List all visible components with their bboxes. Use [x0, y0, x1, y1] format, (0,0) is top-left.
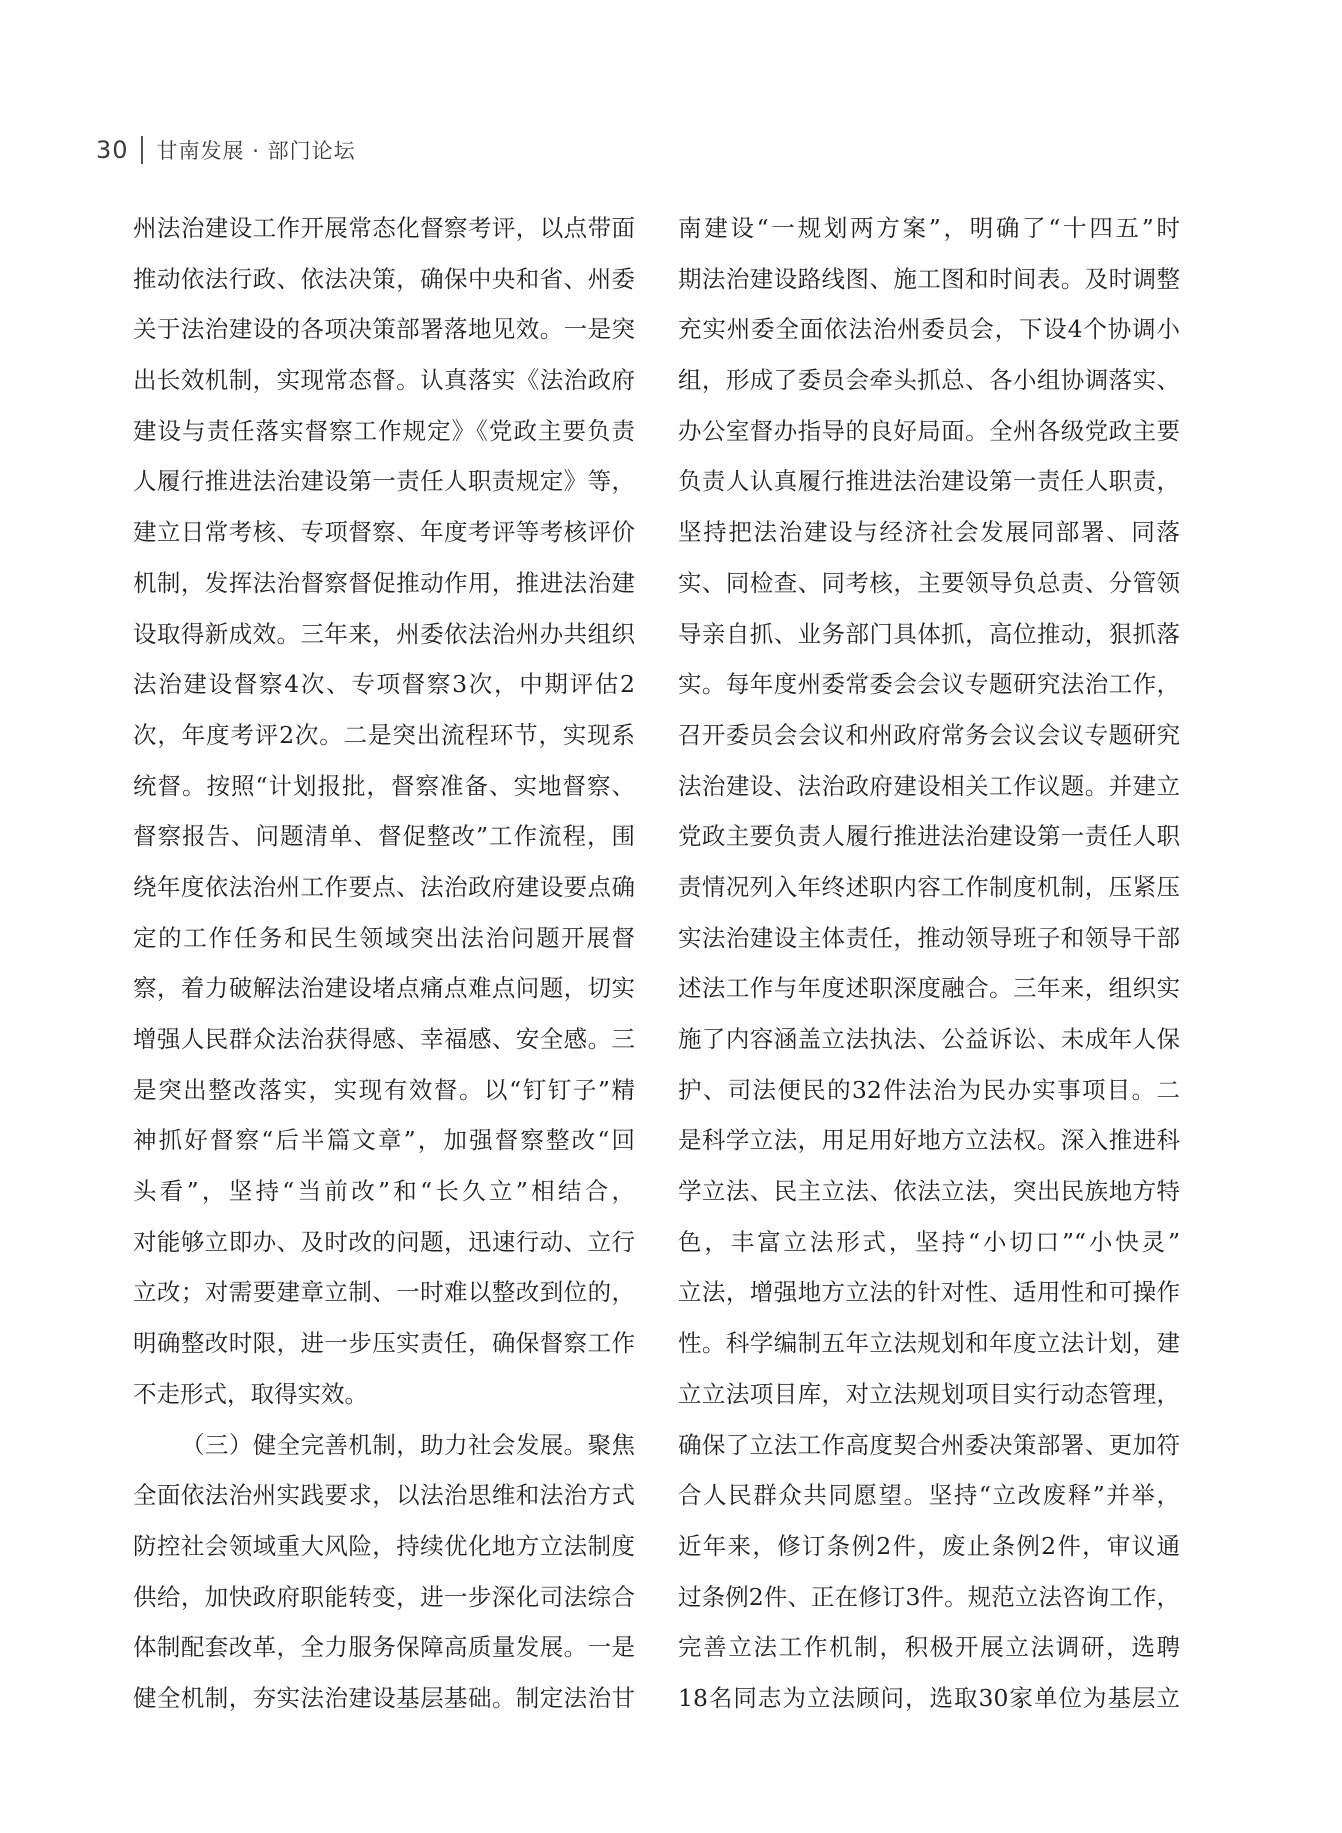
text-line: 察，着力破解法治建设堵点痛点难点问题，切实: [133, 974, 635, 1003]
text-line: 过条例2件、正在修订3件。规范立法咨询工作，: [678, 1582, 1180, 1611]
text-line: 供给，加快政府职能转变，进一步深化司法综合: [133, 1582, 635, 1611]
text-line: 设取得新成效。三年来，州委依法治州办共组织: [133, 619, 635, 648]
text-line: 法治建设、法治政府建设相关工作议题。并建立: [678, 771, 1180, 800]
text-line: 建设与责任落实督察工作规定》《党政主要负责: [133, 416, 635, 445]
text-line: 色，丰富立法形式，坚持“小切口”“小快灵”: [678, 1227, 1180, 1256]
text-line: 施了内容涵盖立法执法、公益诉讼、未成年人保: [678, 1025, 1180, 1053]
text-line: 神抓好督察“后半篇文章”，加强督察整改“回: [133, 1126, 635, 1155]
subheading-line: （三）健全完善机制，助力社会发展。聚焦: [181, 1430, 635, 1459]
text-line: 立法，增强地方立法的针对性、适用性和可操作: [678, 1278, 1180, 1307]
text-line: 关于法治建设的各项决策部署落地见效。一是突: [133, 315, 635, 344]
text-line: 定的工作任务和民生领域突出法治问题开展督: [133, 923, 635, 952]
text-line: 南建设“一规划两方案”，明确了“十四五”时: [678, 214, 1180, 242]
text-line: 州法治建设工作开展常态化督察考评，以点带面: [133, 214, 635, 242]
text-line: 学立法、民主立法、依法立法，突出民族地方特: [678, 1177, 1180, 1206]
text-line: 召开委员会会议和州政府常务会议会议专题研究: [678, 720, 1180, 749]
text-line: 是科学立法，用足用好地方立法权。深入推进科: [678, 1126, 1180, 1155]
text-line: 统督。按照“计划报批，督察准备、实地督察、: [133, 771, 635, 800]
text-line: 增强人民群众法治获得感、幸福感、安全感。三: [133, 1025, 635, 1053]
text-line: 绕年度依法治州工作要点、法治政府建设要点确: [133, 872, 635, 901]
text-line: 完善立法工作机制，积极开展立法调研，选聘: [678, 1633, 1180, 1662]
text-line: 建立日常考核、专项督察、年度考评等考核评价: [133, 518, 635, 547]
text-line: 明确整改时限，进一步压实责任，确保督察工作: [133, 1329, 635, 1358]
text-line: 头看”，坚持“当前改”和“长久立”相结合，: [133, 1177, 635, 1206]
text-line: 负责人认真履行推进法治建设第一责任人职责，: [678, 467, 1180, 496]
text-line: 组，形成了委员会牵头抓总、各小组协调落实、: [678, 366, 1180, 395]
section-title: 甘南发展 · 部门论坛: [156, 139, 356, 163]
text-line: 立改；对需要建章立制、一时难以整改到位的，: [133, 1278, 635, 1307]
text-line: 实、同检查、同考核，主要领导负总责、分管领: [678, 568, 1180, 597]
text-line: 实。每年度州委常委会会议专题研究法治工作，: [678, 670, 1180, 699]
text-line: 出长效机制，实现常态督。认真落实《法治政府: [133, 366, 635, 395]
text-line: 性。科学编制五年立法规划和年度立法计划，建: [678, 1329, 1180, 1358]
text-line: 法治建设督察4次、专项督察3次，中期评估2: [133, 670, 635, 699]
text-line: 体制配套改革，全力服务保障高质量发展。一是: [133, 1633, 635, 1662]
text-line: 实法治建设主体责任，推动领导班子和领导干部: [678, 923, 1180, 952]
text-line: 推动依法行政、依法决策，确保中央和省、州委: [133, 264, 635, 293]
text-line: 述法工作与年度述职深度融合。三年来，组织实: [678, 974, 1180, 1003]
text-line: 确保了立法工作高度契合州委决策部署、更加符: [678, 1430, 1180, 1459]
text-line: 机制，发挥法治督察督促推动作用，推进法治建: [133, 568, 635, 597]
left-column: [133, 203, 635, 1724]
text-line: 责情况列入年终述职内容工作制度机制，压紧压: [678, 872, 1180, 901]
text-line: 健全机制，夯实法治建设基层基础。制定法治甘: [133, 1683, 635, 1712]
text-line: 办公室督办指导的良好局面。全州各级党政主要: [678, 416, 1180, 445]
header-divider: [141, 136, 143, 164]
text-line: 不走形式，取得实效。: [133, 1379, 368, 1408]
right-column: [678, 203, 1180, 1724]
text-line: 充实州委全面依法治州委员会，下设4个协调小: [678, 315, 1180, 344]
text-line: 全面依法治州实践要求，以法治思维和法治方式: [133, 1481, 635, 1510]
text-line: 18名同志为立法顾问，选取30家单位为基层立: [678, 1683, 1180, 1712]
page-number: 30: [96, 136, 129, 164]
text-line: 对能够立即办、及时改的问题，迅速行动、立行: [133, 1227, 635, 1256]
text-line: 人履行推进法治建设第一责任人职责规定》等，: [133, 467, 635, 496]
text-line: 导亲自抓、业务部门具体抓，高位推动，狠抓落: [678, 619, 1180, 648]
page-header: [96, 132, 356, 168]
text-line: 防控社会领域重大风险，持续优化地方立法制度: [133, 1531, 635, 1560]
text-line: 坚持把法治建设与经济社会发展同部署、同落: [678, 518, 1180, 547]
text-line: 立立法项目库，对立法规划项目实行动态管理，: [678, 1379, 1180, 1408]
text-line: 督察报告、问题清单、督促整改”工作流程，围: [133, 822, 635, 851]
text-line: 近年来，修订条例2件，废止条例2件，审议通: [678, 1531, 1180, 1560]
text-line: 次，年度考评2次。二是突出流程环节，实现系: [133, 720, 635, 749]
text-line: 党政主要负责人履行推进法治建设第一责任人职: [678, 822, 1180, 851]
text-line: 期法治建设路线图、施工图和时间表。及时调整: [678, 264, 1180, 293]
text-line: 护、司法便民的32件法治为民办实事项目。二: [678, 1075, 1180, 1104]
text-line: 合人民群众共同愿望。坚持“立改废释”并举，: [678, 1481, 1180, 1510]
text-line: 是突出整改落实，实现有效督。以“钉钉子”精: [133, 1075, 635, 1104]
